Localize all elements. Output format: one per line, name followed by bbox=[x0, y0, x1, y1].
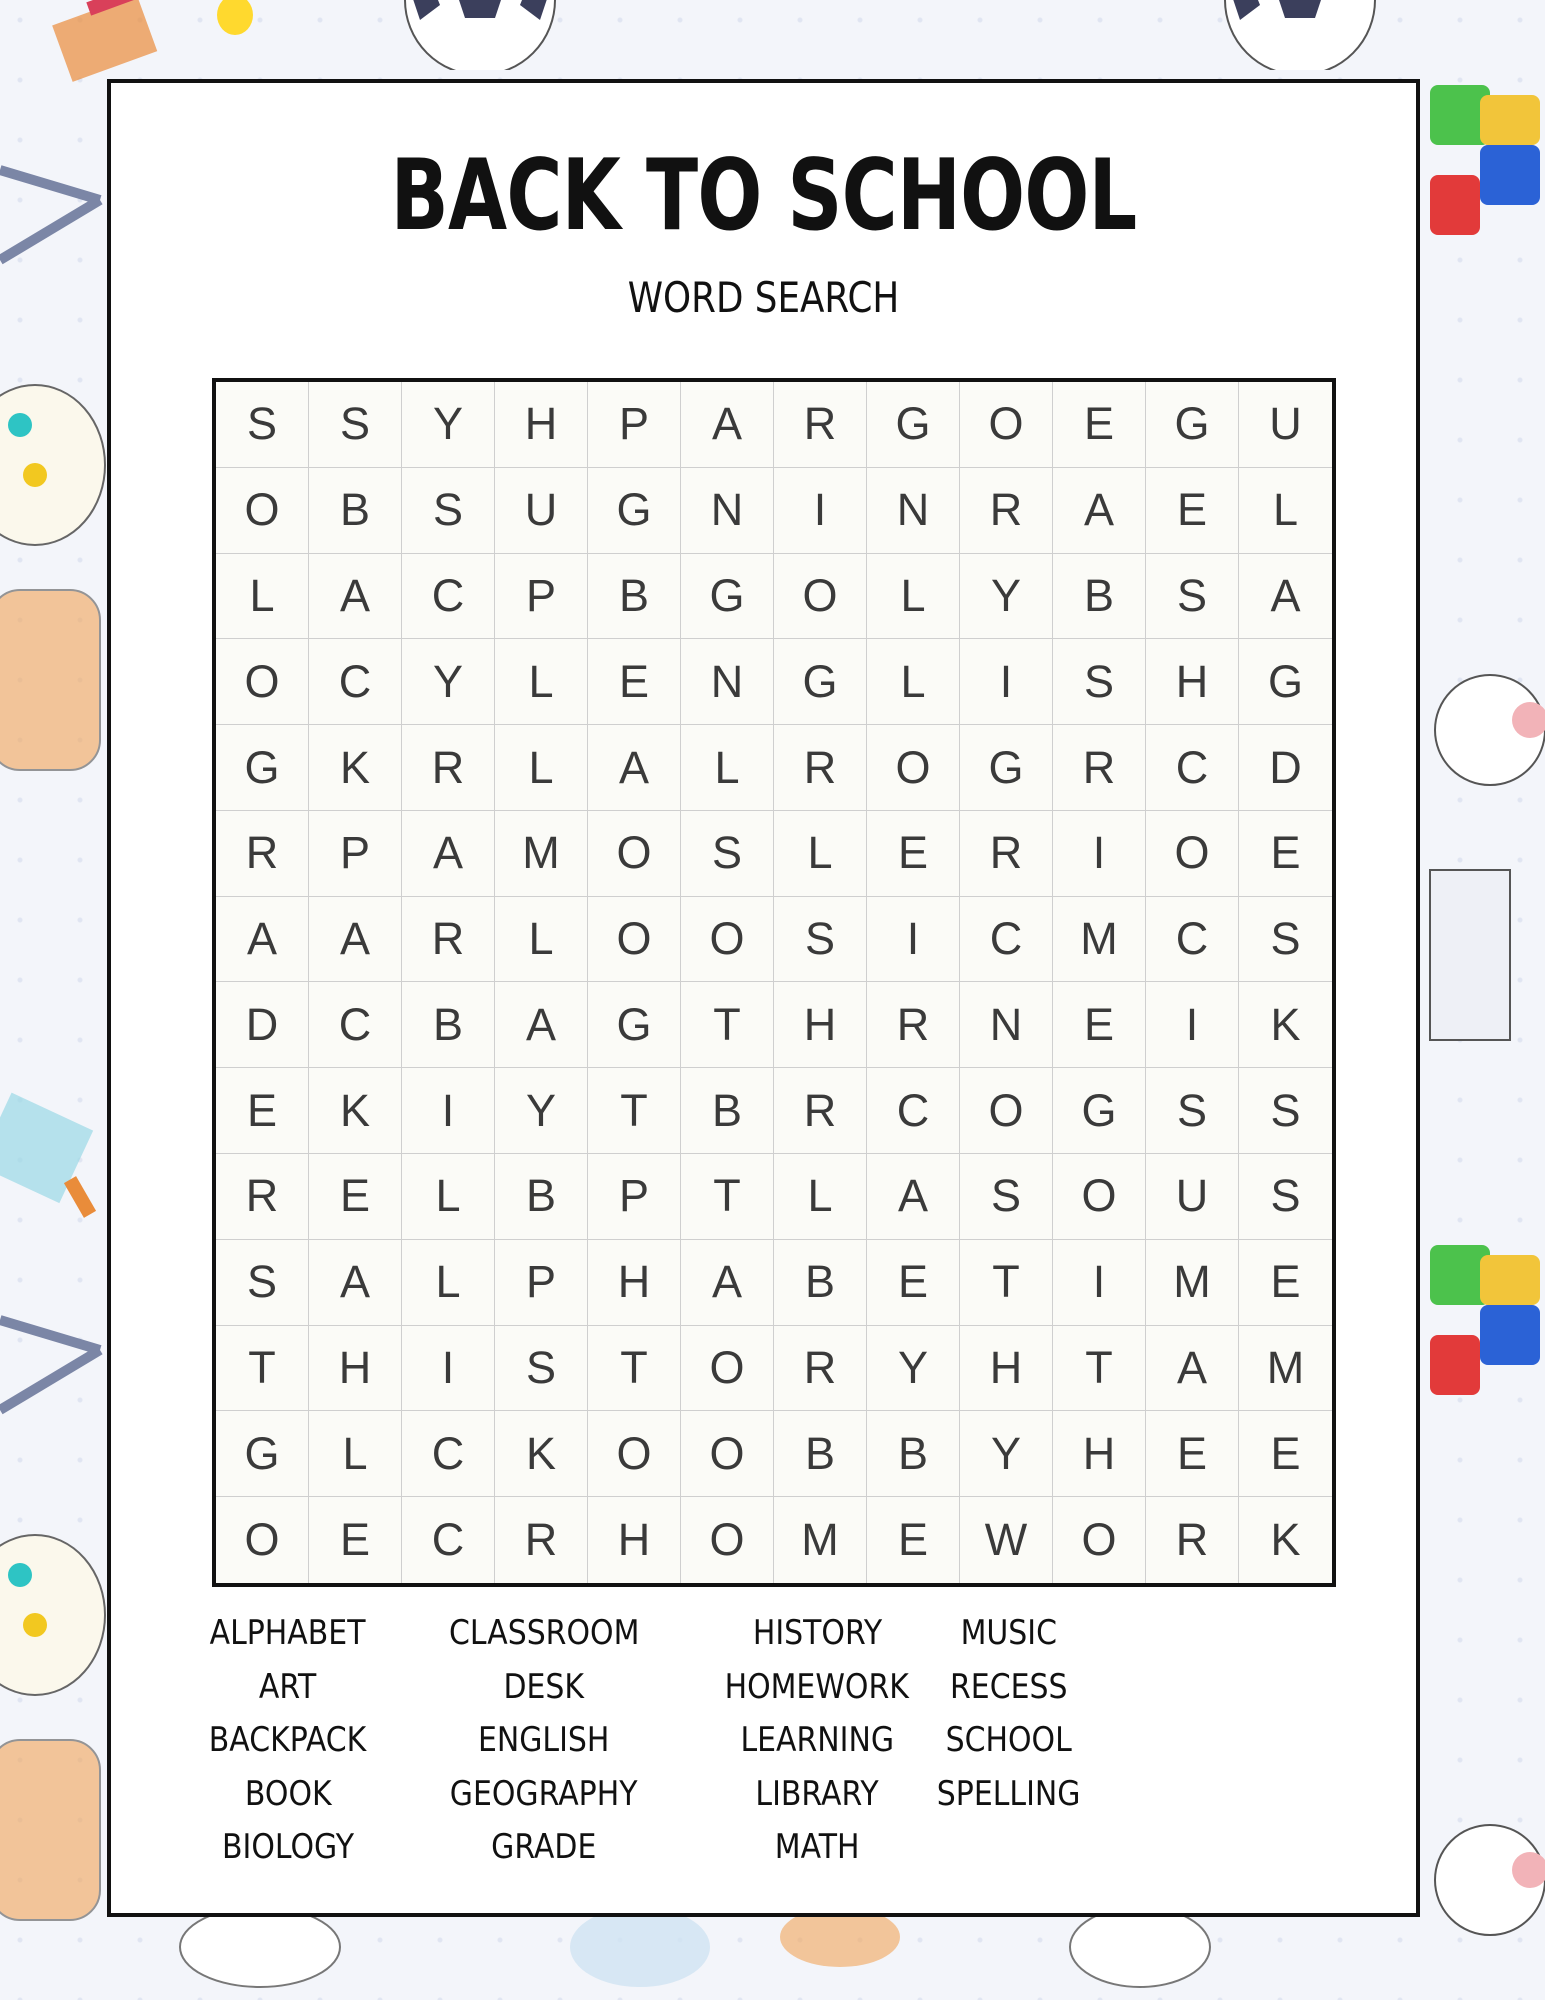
grid-cell: C bbox=[867, 1068, 960, 1154]
grid-cell: H bbox=[588, 1240, 681, 1326]
grid-cell: L bbox=[774, 1154, 867, 1240]
grid-cell: T bbox=[1053, 1326, 1146, 1412]
grid-cell: O bbox=[867, 725, 960, 811]
grid-cell: S bbox=[309, 382, 402, 468]
grid-cell: H bbox=[495, 382, 588, 468]
grid-cell: G bbox=[216, 1411, 309, 1497]
grid-cell: I bbox=[960, 639, 1053, 725]
grid-cell: G bbox=[1239, 639, 1332, 725]
grid-cell: C bbox=[402, 554, 495, 640]
grid-cell: L bbox=[402, 1154, 495, 1240]
grid-cell: S bbox=[1239, 1068, 1332, 1154]
puzzle-piece-illustration bbox=[1420, 1235, 1545, 1435]
grid-cell: A bbox=[1239, 554, 1332, 640]
grid-cell: L bbox=[495, 725, 588, 811]
grid-cell: G bbox=[1146, 382, 1239, 468]
grid-cell: N bbox=[960, 982, 1053, 1068]
grid-cell: T bbox=[681, 982, 774, 1068]
grid-cell: G bbox=[588, 468, 681, 554]
word-list-item: GRADE bbox=[491, 1827, 597, 1868]
grid-cell: P bbox=[588, 1154, 681, 1240]
grid-cell: A bbox=[1146, 1326, 1239, 1412]
grid-cell: L bbox=[867, 639, 960, 725]
grid-cell: A bbox=[681, 1240, 774, 1326]
grid-cell: E bbox=[867, 811, 960, 897]
grid-cell: P bbox=[309, 811, 402, 897]
grid-cell: S bbox=[216, 1240, 309, 1326]
grid-cell: S bbox=[1146, 1068, 1239, 1154]
grid-cell: M bbox=[1239, 1326, 1332, 1412]
grid-cell: E bbox=[216, 1068, 309, 1154]
grid-cell: L bbox=[495, 897, 588, 983]
grid-cell: M bbox=[774, 1497, 867, 1583]
grid-cell: Y bbox=[867, 1326, 960, 1412]
grid-cell: I bbox=[1053, 811, 1146, 897]
grid-cell: U bbox=[1239, 382, 1332, 468]
word-list-item: MATH bbox=[774, 1827, 860, 1868]
grid-cell: B bbox=[402, 982, 495, 1068]
word-list-item: MUSIC bbox=[960, 1613, 1058, 1653]
word-list-item: BACKPACK bbox=[209, 1720, 367, 1761]
grid-cell: O bbox=[681, 1411, 774, 1497]
grid-cell: O bbox=[1053, 1497, 1146, 1583]
grid-cell: L bbox=[402, 1240, 495, 1326]
grid-cell: E bbox=[1239, 1411, 1332, 1497]
grid-cell: G bbox=[216, 725, 309, 811]
grid-cell: E bbox=[867, 1240, 960, 1326]
word-list-item: BOOK bbox=[244, 1773, 332, 1814]
grid-cell: C bbox=[402, 1497, 495, 1583]
grid-cell: S bbox=[1239, 897, 1332, 983]
grid-cell: H bbox=[309, 1326, 402, 1412]
grid-cell: L bbox=[216, 554, 309, 640]
grid-cell: R bbox=[216, 1154, 309, 1240]
alarm-clock-illustration bbox=[1420, 640, 1545, 810]
grid-cell: R bbox=[216, 811, 309, 897]
grid-cell: B bbox=[309, 468, 402, 554]
grid-cell: K bbox=[1270, 1514, 1301, 1566]
grid-cell: C bbox=[309, 982, 402, 1068]
grid-cell: E bbox=[867, 1497, 960, 1583]
word-list-item: ENGLISH bbox=[478, 1720, 610, 1761]
grid-cell: K bbox=[1239, 982, 1332, 1068]
word-list bbox=[111, 1607, 1416, 1867]
grid-cell: R bbox=[402, 897, 495, 983]
grid-cell: R bbox=[402, 725, 495, 811]
grid-cell: C bbox=[402, 1411, 495, 1497]
glue-tube-illustration bbox=[0, 1080, 107, 1280]
grid-cell: S bbox=[1239, 1154, 1332, 1240]
grid-cell: G bbox=[867, 382, 960, 468]
grid-cell: O bbox=[681, 897, 774, 983]
grid-cell: I bbox=[402, 1326, 495, 1412]
grid-cell: S bbox=[1146, 554, 1239, 640]
grid-cell: T bbox=[681, 1154, 774, 1240]
word-list-item: LEARNING bbox=[740, 1720, 894, 1761]
word-list-item: GEOGRAPHY bbox=[450, 1773, 638, 1814]
word-list-item: ART bbox=[259, 1666, 317, 1707]
grid-cell: H bbox=[1053, 1411, 1146, 1497]
grid-cell: A bbox=[309, 554, 402, 640]
grid-cell: K bbox=[309, 725, 402, 811]
grid-cell: H bbox=[1146, 639, 1239, 725]
grid-cell: O bbox=[681, 1497, 774, 1583]
grid-cell: O bbox=[216, 468, 309, 554]
grid-cell: T bbox=[588, 1326, 681, 1412]
grid-cell: Y bbox=[402, 639, 495, 725]
grid-cell: E bbox=[1239, 811, 1332, 897]
grid-cell: A bbox=[309, 897, 402, 983]
grid-cell: Y bbox=[402, 382, 495, 468]
grid-cell: A bbox=[681, 382, 774, 468]
grid-cell: O bbox=[681, 1326, 774, 1412]
word-list-item: HOMEWORK bbox=[724, 1666, 910, 1707]
grid-cell: B bbox=[1053, 554, 1146, 640]
grid-cell: E bbox=[1146, 468, 1239, 554]
grid-cell: R bbox=[774, 1068, 867, 1154]
grid-cell: O bbox=[1146, 811, 1239, 897]
grid-cell: R bbox=[774, 382, 867, 468]
grid-cell: C bbox=[960, 897, 1053, 983]
paint-palette-illustration bbox=[0, 380, 107, 550]
grid-cell: L bbox=[309, 1411, 402, 1497]
grid-cell: K bbox=[495, 1411, 588, 1497]
grid-cell: A bbox=[1053, 468, 1146, 554]
grid-cell: M bbox=[495, 811, 588, 897]
grid-cell: S bbox=[1053, 639, 1146, 725]
grid-cell: L bbox=[867, 554, 960, 640]
grid-cell: R bbox=[774, 725, 867, 811]
grid-cell: G bbox=[588, 982, 681, 1068]
grid-cell: E bbox=[309, 1497, 402, 1583]
grid-cell: H bbox=[774, 982, 867, 1068]
grid-cell: A bbox=[495, 982, 588, 1068]
grid-cell: N bbox=[867, 468, 960, 554]
grid-cell: O bbox=[1053, 1154, 1146, 1240]
grid-cell: S bbox=[216, 382, 309, 468]
grid-cell: A bbox=[216, 897, 309, 983]
grid-cell: A bbox=[309, 1240, 402, 1326]
grid-cell: P bbox=[495, 554, 588, 640]
grid-cell: Y bbox=[960, 1411, 1053, 1497]
grid-cell: K bbox=[309, 1068, 402, 1154]
alarm-clock-illustration bbox=[1420, 1790, 1545, 1960]
grid-cell: D bbox=[1239, 725, 1332, 811]
grid-cell: G bbox=[960, 725, 1053, 811]
open-book-illustration bbox=[1420, 860, 1545, 1050]
grid-cell: R bbox=[960, 811, 1053, 897]
grid-cell: A bbox=[588, 725, 681, 811]
grid-cell: N bbox=[681, 639, 774, 725]
bottom-illustrations bbox=[140, 1917, 1420, 2000]
grid-cell: L bbox=[774, 811, 867, 897]
backpack-illustration bbox=[0, 580, 107, 780]
grid-cell: O bbox=[588, 811, 681, 897]
grid-cell: R bbox=[867, 982, 960, 1068]
grid-cell: S bbox=[402, 468, 495, 554]
grid-cell: T bbox=[960, 1240, 1053, 1326]
grid-cell: O bbox=[216, 639, 309, 725]
grid-cell: S bbox=[495, 1326, 588, 1412]
grid-cell: A bbox=[867, 1154, 960, 1240]
grid-cell: E bbox=[1053, 982, 1146, 1068]
grid-cell: L bbox=[495, 639, 588, 725]
grid-cell: Y bbox=[960, 554, 1053, 640]
grid-cell: E bbox=[1239, 1240, 1332, 1326]
grid-cell: T bbox=[216, 1326, 309, 1412]
grid-cell: H bbox=[960, 1326, 1053, 1412]
grid-cell: O bbox=[588, 1411, 681, 1497]
worksheet-card bbox=[107, 79, 1420, 1917]
grid-cell: M bbox=[1146, 1240, 1239, 1326]
word-list-item: SPELLING bbox=[937, 1773, 1081, 1814]
word-list-item: RECESS bbox=[950, 1666, 1068, 1707]
grid-cell: T bbox=[588, 1068, 681, 1154]
grid-cell: P bbox=[588, 382, 681, 468]
grid-cell: O bbox=[774, 554, 867, 640]
grid-cell: Y bbox=[495, 1068, 588, 1154]
grid-cell: G bbox=[1053, 1068, 1146, 1154]
grid-cell: R bbox=[774, 1326, 867, 1412]
puzzle-piece-illustration bbox=[1420, 75, 1545, 275]
grid-cell: G bbox=[774, 639, 867, 725]
word-list-item: LIBRARY bbox=[755, 1773, 879, 1814]
grid-cell: U bbox=[495, 468, 588, 554]
grid-cell: O bbox=[216, 1497, 309, 1583]
grid-cell: R bbox=[495, 1497, 588, 1583]
grid-cell: S bbox=[960, 1154, 1053, 1240]
lightbulb-illustration bbox=[205, 0, 265, 50]
letter-grid bbox=[212, 378, 1336, 1587]
grid-cell: I bbox=[1146, 982, 1239, 1068]
grid-cell: N bbox=[681, 468, 774, 554]
grid-cell: E bbox=[588, 639, 681, 725]
page-title: BACK TO SCHOOL bbox=[390, 139, 1137, 253]
grid-cell: B bbox=[774, 1240, 867, 1326]
grid-cell: L bbox=[681, 725, 774, 811]
word-list-item: DESK bbox=[503, 1666, 585, 1707]
grid-cell: C bbox=[1146, 897, 1239, 983]
grid-cell: D bbox=[216, 982, 309, 1068]
word-list-item: ALPHABET bbox=[210, 1613, 366, 1653]
scissors-illustration bbox=[0, 1290, 107, 1430]
word-list-item: SCHOOL bbox=[945, 1720, 1073, 1761]
grid-cell: E bbox=[1146, 1411, 1239, 1497]
grid-cell: O bbox=[960, 1068, 1053, 1154]
grid-cell: S bbox=[774, 897, 867, 983]
soccer-ball-illustration bbox=[390, 0, 570, 70]
grid-cell: W bbox=[960, 1497, 1053, 1583]
grid-cell: R bbox=[1053, 725, 1146, 811]
grid-cell: C bbox=[309, 639, 402, 725]
word-list-item: CLASSROOM bbox=[448, 1613, 640, 1653]
grid-cell: U bbox=[1146, 1154, 1239, 1240]
grid-cell: G bbox=[681, 554, 774, 640]
backpack-illustration bbox=[0, 1730, 107, 1930]
grid-cell: B bbox=[588, 554, 681, 640]
grid-cell: B bbox=[495, 1154, 588, 1240]
pencil-cup-illustration bbox=[40, 0, 190, 90]
grid-cell: O bbox=[588, 897, 681, 983]
word-list-item: HISTORY bbox=[752, 1613, 882, 1653]
grid-cell: R bbox=[1146, 1497, 1239, 1583]
grid-cell: I bbox=[867, 897, 960, 983]
grid-cell: I bbox=[1053, 1240, 1146, 1326]
grid-cell: E bbox=[1053, 382, 1146, 468]
grid-cell: B bbox=[681, 1068, 774, 1154]
grid-cell: A bbox=[402, 811, 495, 897]
grid-cell: H bbox=[588, 1497, 681, 1583]
grid-cell: S bbox=[681, 811, 774, 897]
word-list-column bbox=[859, 1607, 1159, 1821]
word-list-column bbox=[394, 1607, 694, 1875]
grid-cell: E bbox=[309, 1154, 402, 1240]
grid-cell: I bbox=[774, 468, 867, 554]
word-list-column bbox=[138, 1607, 438, 1875]
scissors-illustration bbox=[0, 140, 107, 280]
page-subtitle: WORD SEARCH bbox=[627, 273, 900, 322]
grid-cell: C bbox=[1146, 725, 1239, 811]
paint-palette-illustration bbox=[0, 1530, 107, 1700]
grid-cell: L bbox=[1239, 468, 1332, 554]
grid-cell: B bbox=[867, 1411, 960, 1497]
grid-cell: I bbox=[402, 1068, 495, 1154]
grid-cell: M bbox=[1053, 897, 1146, 983]
soccer-ball-illustration bbox=[1210, 0, 1390, 70]
grid-cell: P bbox=[495, 1240, 588, 1326]
grid-cell: O bbox=[960, 382, 1053, 468]
grid-cell: B bbox=[774, 1411, 867, 1497]
word-list-item: BIOLOGY bbox=[221, 1827, 355, 1868]
grid-cell: R bbox=[960, 468, 1053, 554]
